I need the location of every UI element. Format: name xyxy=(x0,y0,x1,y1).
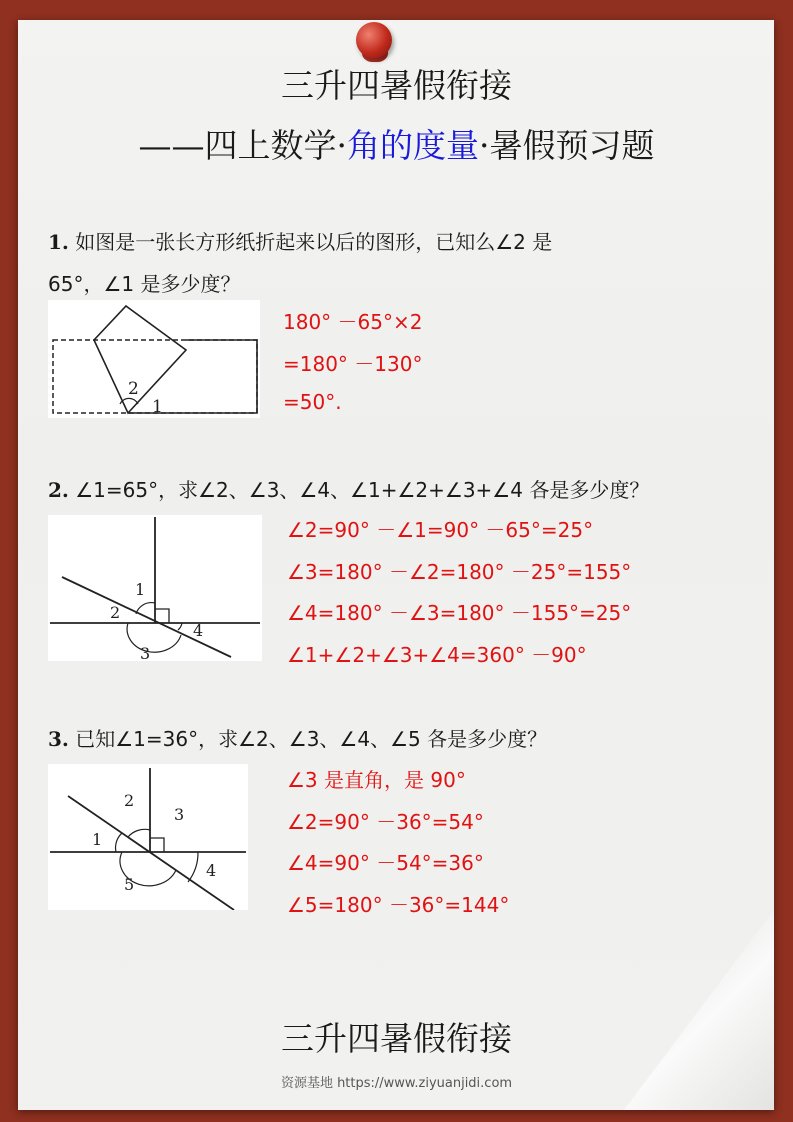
question-1-text: 如图是一张长方形纸折起来以后的图形，已知么∠2 是 xyxy=(75,230,553,254)
figure-3-angle-arc-4 xyxy=(188,852,198,882)
figure-2-label-3: 3 xyxy=(140,644,151,661)
answer-2-line-3: ∠4=180° －∠3=180° －155°=25° xyxy=(287,601,632,625)
page-subtitle xyxy=(0,120,793,167)
figure-3-oblique-line xyxy=(68,796,234,910)
question-1-number: 1. xyxy=(48,230,69,254)
figure-3-label-1: 1 xyxy=(92,830,103,849)
answer-2-line-4: ∠1+∠2+∠3+∠4=360° －90° xyxy=(287,643,587,667)
figure-3-label-5: 5 xyxy=(124,875,135,894)
figure-1-rect-edge xyxy=(128,340,257,413)
question-2-figure xyxy=(48,515,262,661)
answer-2-line-1: ∠2=90° －∠1=90° －65°=25° xyxy=(287,518,594,542)
subtitle-highlight: 角的度量 xyxy=(347,126,479,165)
figure-2-angle-arc-4 xyxy=(178,623,182,630)
pushpin-icon xyxy=(356,22,392,58)
figure-3-angle-arc-2 xyxy=(128,829,150,837)
figure-2-angle-arc-1 xyxy=(136,603,155,614)
figure-1-label-2: 2 xyxy=(128,379,139,399)
answer-3-line-1: ∠3 是直角，是 90° xyxy=(287,768,466,792)
answer-3-line-2: ∠2=90° －36°=54° xyxy=(287,810,484,834)
page-title: 三升四暑假衔接 xyxy=(281,66,512,105)
question-1-line-2: 65°，∠1 是多少度？ xyxy=(48,272,241,296)
subtitle-suffix: ·暑假预习题 xyxy=(479,126,655,165)
answer-3-line-4: ∠5=180° －36°=144° xyxy=(287,893,510,917)
answer-1-line-2: =180° －130° xyxy=(283,352,423,376)
figure-2-label-1: 1 xyxy=(135,580,146,599)
question-3-text: 已知∠1=36°，求∠2、∠3、∠4、∠5 各是多少度？ xyxy=(75,727,548,751)
question-3-figure xyxy=(48,764,248,910)
answer-3-line-3: ∠4=90° －54°=36° xyxy=(287,851,484,875)
footer-title: 三升四暑假衔接 xyxy=(281,1019,512,1058)
question-2-line-1 xyxy=(48,474,649,503)
answer-1-line-1: 180° －65°×2 xyxy=(283,310,423,334)
figure-2-label-4: 4 xyxy=(193,621,204,640)
answer-1-line-3: =50°. xyxy=(283,390,342,414)
footer-site: 资源基地 https://www.ziyuanjidi.com xyxy=(280,1076,513,1091)
figure-3-right-angle-mark xyxy=(150,838,164,852)
answer-2-line-2: ∠3=180° －∠2=180° －25°=155° xyxy=(287,560,632,584)
figure-2-label-2: 2 xyxy=(110,603,121,622)
question-2-text: ∠1=65°，求∠2、∠3、∠4、∠1+∠2+∠3+∠4 各是多少度？ xyxy=(75,478,650,502)
figure-3-label-4: 4 xyxy=(206,861,217,880)
question-3-number: 3. xyxy=(48,727,69,751)
figure-3-label-3: 3 xyxy=(174,805,185,824)
subtitle-prefix: ——四上数学· xyxy=(138,126,347,165)
figure-1-label-1: 1 xyxy=(152,397,163,417)
figure-1-folded-flap xyxy=(94,306,186,413)
figure-2-right-angle-mark xyxy=(155,609,169,623)
question-2-number: 2. xyxy=(48,478,69,502)
figure-2-angle-arc-3 xyxy=(127,623,181,652)
figure-3-label-2: 2 xyxy=(124,791,135,810)
question-1-line-1 xyxy=(48,226,552,255)
figure-3-angle-arc-1 xyxy=(116,833,122,852)
question-3-line-1 xyxy=(48,723,547,752)
question-1-figure xyxy=(48,300,260,418)
